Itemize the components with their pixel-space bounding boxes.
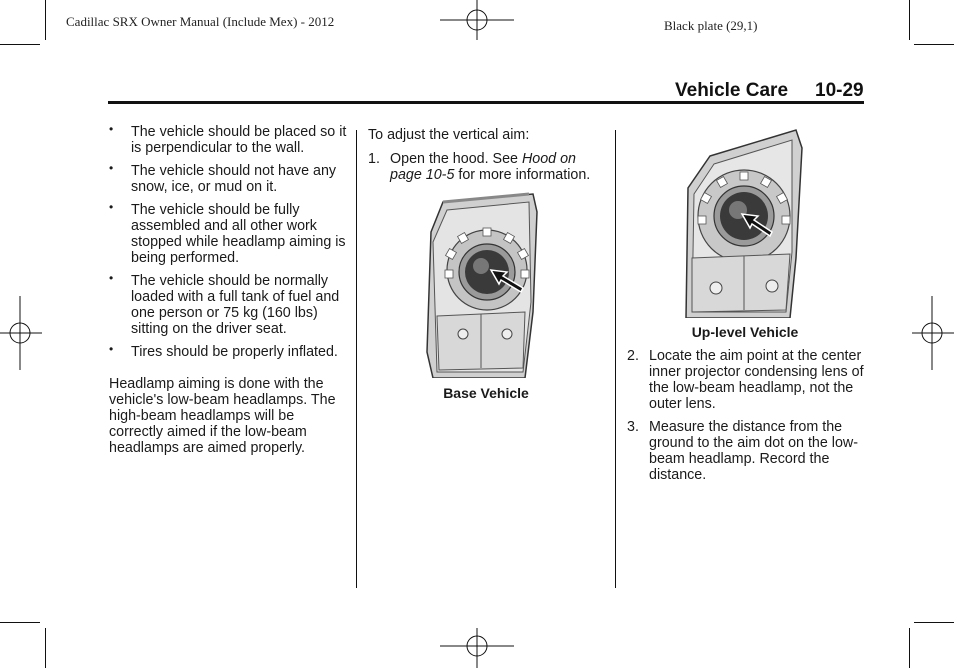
list-item <box>109 273 349 337</box>
step-item <box>368 151 604 183</box>
step-text: Locate the aim point at the center inner projector condensing lens of the low-beam headlamp, not the outer lens. <box>649 348 864 412</box>
registration-mark-right <box>912 296 954 370</box>
step-number: 1. <box>368 151 380 167</box>
list-item-text: The vehicle should be fully assembled and all other work stopped while headlamp aiming is being performed. <box>131 202 346 266</box>
crop-mark-br-h <box>914 622 954 623</box>
step-item <box>627 419 867 483</box>
base-vehicle-caption: Base Vehicle <box>443 385 529 401</box>
step-text-tail: for more information. <box>454 167 591 183</box>
column-2 <box>368 127 604 190</box>
list-item-text: The vehicle should not have any snow, ice, or mud on it. <box>131 163 337 195</box>
bullet-icon: • <box>109 200 114 214</box>
list-item-text: The vehicle should be placed so it is perpendicular to the wall. <box>131 124 347 156</box>
bullet-icon: • <box>109 122 114 136</box>
bullet-icon: • <box>109 342 114 356</box>
crop-mark-bl-v <box>45 628 46 668</box>
plate-label: Black plate (29,1) <box>664 18 758 33</box>
crop-mark-tl-v <box>45 0 46 40</box>
hood-link[interactable]: Hood on page 10-5 <box>390 151 577 183</box>
base-vehicle-headlamp-illustration <box>425 192 543 378</box>
intro-text: To adjust the vertical aim: <box>368 127 530 143</box>
step-text: Open the hood. See <box>390 151 522 167</box>
bullet-icon: • <box>109 161 114 175</box>
crop-mark-bl-h <box>0 622 40 623</box>
column-3 <box>627 348 867 490</box>
uplevel-vehicle-headlamp-illustration <box>682 128 804 318</box>
list-item <box>109 344 349 360</box>
crop-mark-br-v <box>909 628 910 668</box>
registration-mark-left <box>0 296 42 370</box>
list-item <box>109 202 349 266</box>
requirements-list <box>109 124 349 360</box>
aiming-paragraph: Headlamp aiming is done with the vehicle's low-beam headlamps. The high-beam headlamps will be correctly aimed if the low-beam headlamps are aimed properly. <box>109 376 336 456</box>
page-number: 10-29 <box>815 80 864 101</box>
step-number: 2. <box>627 348 639 364</box>
column-divider-2 <box>615 130 616 588</box>
column-1 <box>109 124 349 456</box>
crop-mark-tl-h <box>0 44 40 45</box>
step-number: 3. <box>627 419 639 435</box>
crop-mark-tr-h <box>914 44 954 45</box>
column-divider-1 <box>356 130 357 588</box>
section-title: Vehicle Care <box>675 80 789 101</box>
list-item <box>109 163 349 195</box>
bullet-icon: • <box>109 271 114 285</box>
list-item <box>109 124 349 156</box>
steps-list-2 <box>627 348 867 483</box>
manual-title: Cadillac SRX Owner Manual (Include Mex) - 2012 <box>66 14 335 29</box>
registration-mark-top <box>440 0 514 40</box>
step-text: Measure the distance from the ground to the aim dot on the low-beam headlamp. Record the distance. <box>649 419 859 483</box>
list-item-text: The vehicle should be normally loaded with a full tank of fuel and one person or 75 kg (160 lbs) sitting on the driver seat. <box>131 273 340 337</box>
crop-mark-tr-v <box>909 0 910 40</box>
list-item-text: Tires should be properly inflated. <box>131 344 338 360</box>
header-rule <box>108 101 864 104</box>
step-item <box>627 348 867 412</box>
steps-list-1 <box>368 151 604 183</box>
registration-mark-bottom <box>440 628 514 668</box>
uplevel-vehicle-caption: Up-level Vehicle <box>691 324 799 340</box>
